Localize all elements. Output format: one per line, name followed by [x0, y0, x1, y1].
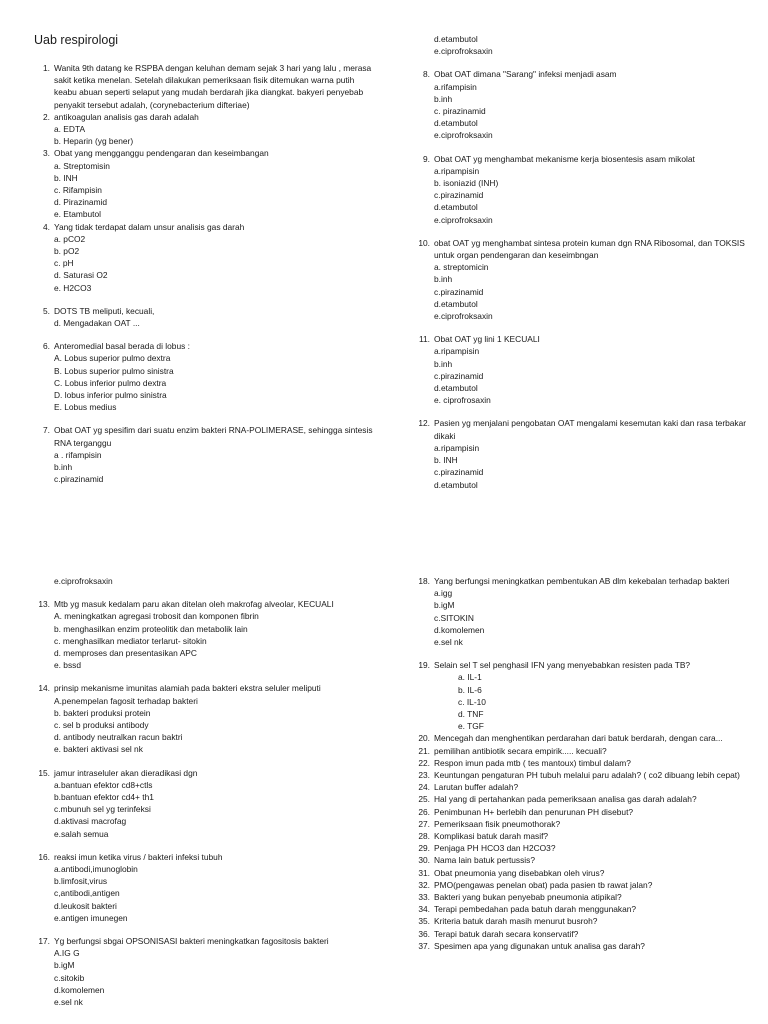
answer-option: b.bantuan efektor cd4+ th1	[54, 792, 154, 803]
question-number: 22.	[418, 757, 430, 768]
answer-options	[54, 449, 374, 486]
answer-option: e. H2CO3	[54, 282, 92, 293]
question-number: 33.	[418, 892, 430, 903]
answer-option: a.rifampisin	[434, 81, 477, 92]
question-item	[414, 153, 754, 226]
question-number: 1.	[43, 63, 50, 73]
question-number: 36.	[418, 928, 430, 939]
answer-option: d.leukosit bakteri	[54, 900, 117, 911]
question-item	[414, 940, 754, 952]
page-1-right-column	[414, 33, 754, 502]
answer-option: b. menghasilkan enzim proteolitik dan metabolik lain	[54, 623, 248, 634]
answer-option: d.etambutol	[434, 118, 478, 129]
question-item	[34, 221, 374, 294]
question-item	[414, 793, 754, 805]
question-text: DOTS TB meliputi, kecuali,	[54, 305, 155, 316]
answer-option: e.ciprofroksaxin	[434, 311, 493, 322]
question-text: Mtb yg masuk kedalam paru akan ditelan oleh makrofag alveolar, KECUALI	[54, 599, 334, 610]
question-text: Yang tidak terdapat dalam unsur analisis gas darah	[54, 221, 245, 232]
answer-option: a.antibodi,imunoglobin	[54, 864, 138, 875]
page-1	[0, 0, 768, 510]
question-text: Respon imun pada mtb ( tes mantoux) timbul dalam?	[434, 757, 631, 768]
question-list	[414, 575, 754, 952]
question-item	[414, 903, 754, 915]
question-text: Keuntungan pengaturan PH tubuh melalui paru adalah? ( co2 dibuang lebih cepat)	[434, 770, 740, 781]
question-number: 37.	[418, 940, 430, 951]
question-text: Obat pneumonia yang disebabkan oleh virus?	[434, 867, 605, 878]
question-number: 27.	[418, 818, 430, 829]
answer-options	[434, 671, 754, 732]
question-item	[414, 781, 754, 793]
answer-option: c.pirazinamid	[434, 286, 484, 297]
option-line: e.ciprofroksaxin	[434, 46, 493, 57]
question-item	[34, 62, 374, 111]
answer-option: d. TNF	[458, 709, 484, 720]
question-item	[414, 745, 754, 757]
question-item	[414, 417, 754, 490]
answer-option: d.etambutol	[434, 202, 478, 213]
answer-options	[54, 160, 374, 221]
answer-option: b.inh	[54, 462, 73, 473]
question-text: Pasien yg menjalani pengobatan OAT mengalami kesemutan kaki dan rasa terbakar dikaki	[434, 418, 747, 441]
question-text: pemilihan antibiotik secara empirik..... kecuali?	[434, 745, 607, 756]
question-item	[414, 879, 754, 891]
page-2-left-column	[34, 575, 374, 1019]
question-item	[414, 333, 754, 406]
answer-option: c.pirazinamid	[54, 474, 104, 485]
question-item	[34, 111, 374, 148]
answer-option: c.pirazinamid	[434, 467, 484, 478]
question-item	[414, 867, 754, 879]
answer-option: d. antibody neutralkan racun baktri	[54, 732, 183, 743]
answer-option: e.ciprofroksaxin	[434, 130, 493, 141]
question-list	[34, 598, 374, 1008]
question-item	[414, 757, 754, 769]
answer-option: a. Streptomisin	[54, 160, 110, 171]
question-number: 26.	[418, 806, 430, 817]
answer-option: e.antigen imunegen	[54, 912, 128, 923]
question-item	[414, 854, 754, 866]
question-text: Obat OAT dimana "Sarang" infeksi menjadi asam	[434, 69, 617, 80]
answer-option: e. bssd	[54, 660, 82, 671]
answer-option: c. Rifampisin	[54, 185, 102, 196]
answer-option: b. isoniazid (INH)	[434, 178, 499, 189]
question-number: 23.	[418, 770, 430, 781]
question-number: 7.	[43, 425, 50, 436]
document-title: Uab respirologi	[34, 33, 119, 47]
question-item	[34, 598, 374, 671]
answer-option: b. IL-6	[458, 684, 482, 695]
question-text: Yg berfungsi sbgai OPSONISASI bakteri meningkatkan fagositosis bakteri	[54, 936, 329, 947]
page-2	[0, 562, 768, 1024]
question-number: 13.	[38, 599, 50, 610]
question-number: 11.	[418, 334, 430, 345]
answer-option: b. INH	[434, 455, 458, 466]
question-text: Pemeriksaan fisik pneumothorak?	[434, 818, 561, 829]
question-item	[414, 237, 754, 322]
answer-option: b.limfosit,virus	[54, 876, 108, 887]
question-text: reaksi imun ketika virus / bakteri infeksi tubuh	[54, 851, 223, 862]
question-number: 29.	[418, 843, 430, 854]
option-line: d.etambutol	[434, 34, 478, 44]
question-list	[34, 62, 374, 486]
answer-option: a.ripampisin	[434, 346, 480, 357]
answer-option: B. Lobus superior pulmo sinistra	[54, 365, 174, 376]
answer-options	[54, 863, 374, 924]
question-text: Penjaga PH HCO3 dan H2CO3?	[434, 843, 556, 854]
answer-option: b.inh	[434, 93, 453, 104]
answer-option: A.IG G	[54, 948, 80, 959]
question-text: Penimbunan H+ berlebih dan penurunan PH disebut?	[434, 806, 634, 817]
answer-option: e. bakteri aktivasi sel nk	[54, 744, 143, 755]
question-item	[414, 732, 754, 744]
question-item	[414, 928, 754, 940]
page-1-left-column	[34, 33, 374, 497]
answer-options	[54, 610, 374, 671]
question-number: 4.	[43, 221, 50, 232]
answer-options	[54, 695, 374, 756]
answer-option: e. TGF	[458, 721, 484, 732]
question-item	[414, 842, 754, 854]
answer-option: a.ripampisin	[434, 442, 480, 453]
question-item	[34, 340, 374, 413]
answer-option: e.salah semua	[54, 828, 109, 839]
answer-options	[434, 587, 754, 648]
answer-options	[434, 442, 754, 491]
question-text: Obat OAT yg menghambat mekanisme kerja biosentesis asam mikolat	[434, 153, 695, 164]
answer-options	[54, 123, 374, 147]
question-item	[34, 305, 374, 329]
answer-option: D. lobus inferior pulmo sinistra	[54, 390, 167, 401]
question-item	[414, 891, 754, 903]
answer-options	[54, 233, 374, 294]
question-item	[414, 575, 754, 648]
answer-option: c. pirazinamid	[434, 106, 486, 117]
question-number: 5.	[43, 305, 50, 316]
question-number: 12.	[418, 418, 430, 429]
question-text: Anteromedial basal berada di lobus :	[54, 341, 190, 352]
page-2-right-column	[414, 575, 754, 952]
question-text: Mencegah dan menghentikan perdarahan dari batuk berdarah, dengan cara...	[434, 733, 723, 744]
question-text: Obat OAT yg spesifim dari suatu enzim bakteri RNA-POLIMERASE, sehingga sintesis RNA terganggu	[54, 425, 373, 448]
answer-options	[54, 779, 374, 840]
answer-option: a.ripampisin	[434, 165, 480, 176]
question-number: 28.	[418, 831, 430, 842]
question-number: 14.	[38, 683, 50, 694]
question-item	[414, 68, 754, 141]
answer-option: d.etambutol	[434, 479, 478, 490]
question-number: 3.	[43, 148, 50, 159]
answer-option: a. IL-1	[458, 672, 482, 683]
answer-option: a . rifampisin	[54, 449, 102, 460]
answer-option: E. Lobus medius	[54, 402, 117, 413]
answer-options	[434, 165, 754, 226]
question-number: 2.	[43, 111, 50, 122]
answer-option: b. bakteri produksi protein	[54, 707, 151, 718]
question-text: Yang berfungsi meningkatkan pembentukan AB dlm kekebalan terhadap bakteri	[434, 576, 730, 586]
question-number: 30.	[418, 855, 430, 866]
answer-option: c.pirazinamid	[434, 370, 484, 381]
question-number: 18.	[418, 576, 430, 586]
answer-options	[54, 947, 374, 1008]
question-item	[414, 818, 754, 830]
answer-option: c. menghasilkan mediator terlarut- sitokin	[54, 635, 207, 646]
answer-option: a. pCO2	[54, 233, 86, 244]
question-item	[414, 769, 754, 781]
answer-option: e. ciprofrosaxin	[434, 395, 491, 406]
question-text: Spesimen apa yang digunakan untuk analisa gas darah?	[434, 940, 645, 951]
answer-option: d. memproses dan presentasikan APC	[54, 648, 197, 659]
question-number: 16.	[38, 851, 50, 862]
question-number: 10.	[418, 237, 430, 248]
answer-option: d. Mengadakan OAT ...	[54, 318, 140, 329]
question-number: 9.	[423, 153, 430, 164]
question-number: 25.	[418, 794, 430, 805]
question-number: 35.	[418, 916, 430, 927]
answer-option: b.inh	[434, 358, 453, 369]
answer-option: b. pO2	[54, 246, 80, 257]
answer-option: b. Heparin (yg bener)	[54, 136, 134, 147]
answer-option: e.sel nk	[54, 997, 83, 1008]
question-number: 21.	[418, 745, 430, 756]
question-text: Selain sel T sel penghasil IFN yang menyebabkan resisten pada TB?	[434, 660, 691, 671]
answer-option: c.mbunuh sel yg terinfeksi	[54, 804, 151, 815]
answer-option: c. IL-10	[458, 696, 486, 707]
question-number: 34.	[418, 904, 430, 915]
question-text: prinsip mekanisme imunitas alamiah pada bakteri ekstra seluler meliputi	[54, 683, 321, 694]
question-item	[34, 851, 374, 924]
question-text: Terapi pembedahan pada batuh darah menggunakan?	[434, 904, 637, 915]
answer-option: a.igg	[434, 588, 453, 599]
question-number: 15.	[38, 767, 50, 778]
question-item	[34, 935, 374, 1008]
answer-option: e. Etambutol	[54, 209, 102, 220]
question-number: 24.	[418, 782, 430, 793]
question-item	[414, 915, 754, 927]
question-text: antikoagulan analisis gas darah adalah	[54, 111, 199, 122]
answer-option: c,antibodi,antigen	[54, 888, 120, 899]
answer-options	[434, 81, 754, 142]
answer-option: A. Lobus superior pulmo dextra	[54, 353, 171, 364]
answer-option: A. meningkatkan agregasi trobosit dan komponen fibrin	[54, 611, 259, 622]
question-item	[34, 682, 374, 755]
answer-option: A.penempelan fagosit terhadap bakteri	[54, 695, 198, 706]
question-text: Obat OAT yg lini 1 KECUALI	[434, 334, 540, 345]
answer-option: c.SITOKIN	[434, 612, 474, 623]
answer-option: c.sitokib	[54, 972, 85, 983]
answer-option: d. Saturasi O2	[54, 270, 108, 281]
question-text: jamur intraseluler akan dieradikasi dgn	[54, 767, 198, 778]
answer-option: C. Lobus inferior pulmo dextra	[54, 377, 167, 388]
question-number: 6.	[43, 341, 50, 352]
question-text: Komplikasi batuk darah masif?	[434, 831, 549, 842]
question-number: 20.	[418, 733, 430, 744]
question-text: Larutan buffer adalah?	[434, 782, 519, 793]
question-number: 31.	[418, 867, 430, 878]
answer-option: d. Pirazinamid	[54, 197, 108, 208]
answer-options	[434, 261, 754, 322]
question-item	[34, 767, 374, 840]
continued-options	[414, 33, 754, 57]
question-number: 32.	[418, 879, 430, 890]
answer-option: b.inh	[434, 274, 453, 285]
question-item	[414, 659, 754, 732]
answer-option: b.igM	[54, 960, 75, 971]
answer-option: b.igM	[434, 600, 455, 611]
answer-options	[54, 317, 374, 329]
question-text: Obat yang mengganggu pendengaran dan keseimbangan	[54, 148, 269, 159]
question-text: Nama lain batuk pertussis?	[434, 855, 536, 866]
question-number: 8.	[423, 69, 430, 80]
question-text: Wanita 9th datang ke RSPBA dengan keluhan demam sejak 3 hari yang lalu , merasa sakit ketika menelan. Setelah dilakukan pemeriksaan fisik ditemukan warna putih keabu abuan seperti selaput yang mudah berdarah jika diangkat. bakyeri penyebab penyakit tersebut adalah, (corynebacterium difteriae)	[54, 63, 372, 110]
answer-option: a. streptomicin	[434, 262, 489, 273]
answer-option: d.etambutol	[434, 383, 478, 394]
question-text: Kriteria batuk darah masih menurut busroh?	[434, 916, 598, 927]
question-text: Terapi batuk darah secara konservatif?	[434, 928, 579, 939]
answer-option: d.etambutol	[434, 298, 478, 309]
answer-option: d.komolemen	[54, 984, 105, 995]
question-list	[414, 68, 754, 490]
question-number: 17.	[38, 936, 50, 947]
question-item	[34, 147, 374, 220]
question-item	[34, 424, 374, 485]
answer-option: e.ciprofroksaxin	[434, 214, 493, 225]
question-text: PMO(pengawas penelan obat) pada pasien tb rawat jalan?	[434, 879, 653, 890]
answer-option: d.komolemen	[434, 624, 485, 635]
question-number: 19.	[418, 660, 430, 671]
question-text: obat OAT yg menghambat sintesa protein kuman dgn RNA Ribosomal, dan TOKSIS untuk organ pendengaran dan keseimbngan	[434, 237, 745, 261]
question-text: Hal yang di pertahankan pada pemeriksaan analisa gas darah adalah?	[434, 794, 697, 805]
answer-option: c.pirazinamid	[434, 190, 484, 201]
answer-option: c. sel b produksi antibody	[54, 720, 149, 731]
answer-option: c. pH	[54, 258, 74, 269]
question-item	[414, 830, 754, 842]
question-item	[414, 806, 754, 818]
option-line: e.ciprofroksaxin	[54, 576, 113, 586]
answer-option: a. EDTA	[54, 124, 86, 135]
answer-option: d.aktivasi macrofag	[54, 816, 127, 827]
answer-option: e.sel nk	[434, 637, 463, 648]
answer-options	[54, 352, 374, 413]
question-text: Bakteri yang bukan penyebab pneumonia atipikal?	[434, 892, 622, 903]
answer-options	[434, 345, 754, 406]
answer-option: a.bantuan efektor cd8+ctls	[54, 779, 153, 790]
answer-option: b. INH	[54, 172, 78, 183]
